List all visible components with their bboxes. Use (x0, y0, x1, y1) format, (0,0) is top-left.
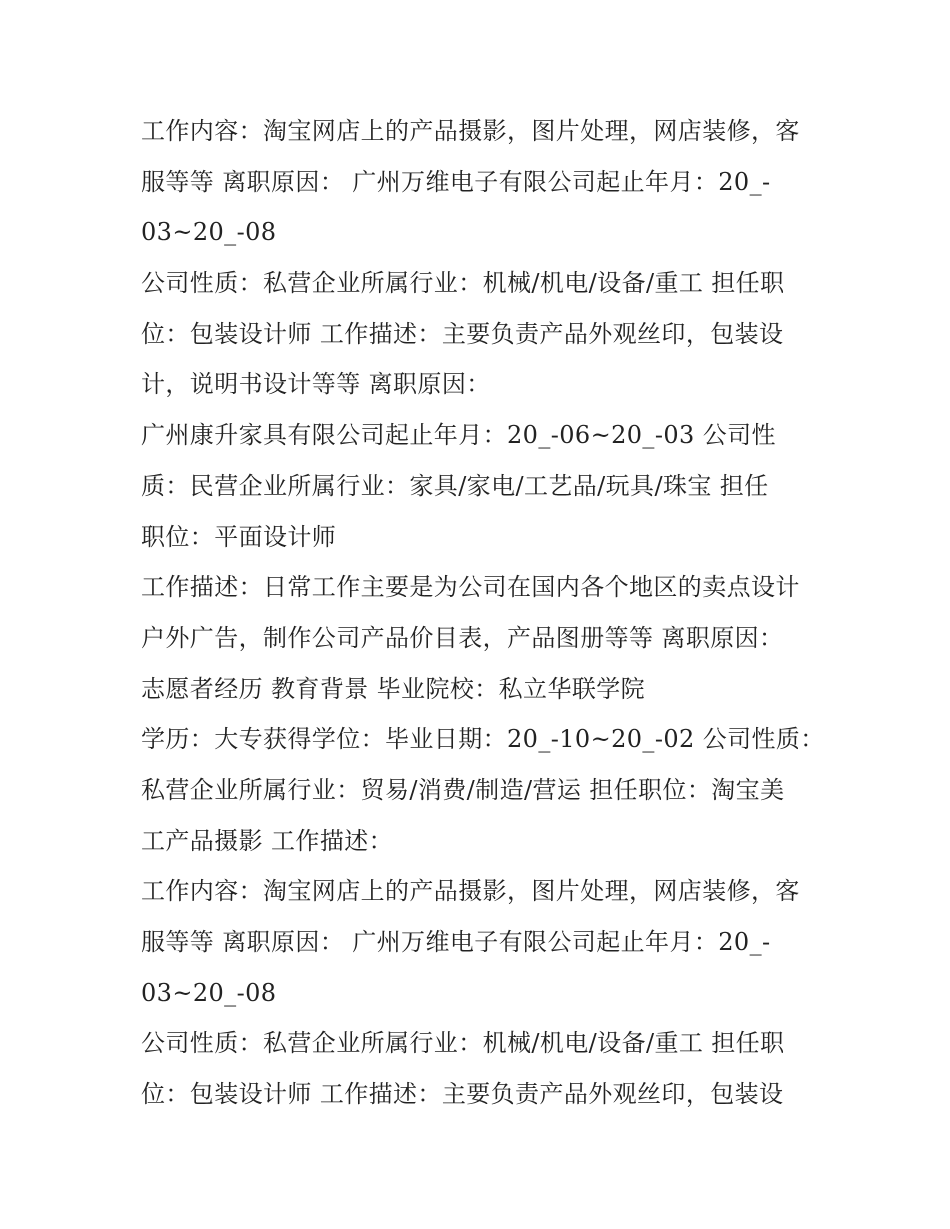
text-line: 公司性质：私营企业所属行业：机械/机电/设备/重工 担任职 (141, 1029, 785, 1058)
text-line: 质：民营企业所属行业：家具/家电/工艺品/玩具/珠宝 担任 (141, 471, 769, 500)
text-line: 公司性质：私营企业所属行业：机械/机电/设备/重工 担任职 (141, 269, 785, 298)
text-line: 工产品摄影 工作描述： (141, 826, 394, 855)
text-line: 广州康升家具有限公司起止年月：20_-06~20_-03 公司性 (141, 421, 776, 450)
text-line: 户外广告，制作公司产品价目表，产品图册等等 离职原因： (141, 623, 784, 652)
text-line: 私营企业所属行业：贸易/消费/制造/营运 担任职位：淘宝美 (141, 775, 785, 804)
resume-text-block (141, 106, 825, 1120)
text-line: 职位：平面设计师 (141, 522, 337, 551)
text-line: 学历：大专获得学位：毕业日期：20_-10~20_-02 公司性质： (141, 725, 825, 754)
text-line: 工作内容：淘宝网店上的产品摄影，图片处理，网店装修，客 (141, 877, 800, 906)
text-line: 工作描述：日常工作主要是为公司在国内各个地区的卖点设计 (141, 573, 800, 602)
text-line: 位：包装设计师 工作描述：主要负责产品外观丝印，包装设 (141, 1080, 784, 1109)
text-line: 工作内容：淘宝网店上的产品摄影，图片处理，网店装修，客 (141, 117, 800, 145)
text-line: 志愿者经历 教育背景 毕业院校：私立华联学院 (141, 674, 646, 703)
text-line: 03~20_-08 (141, 978, 277, 1007)
text-line: 计，说明书设计等等 离职原因： (141, 370, 491, 399)
text-line: 服等等 离职原因： 广州万维电子有限公司起止年月：20_- (141, 167, 771, 196)
text-line: 位：包装设计师 工作描述：主要负责产品外观丝印，包装设 (141, 319, 784, 348)
text-line: 服等等 离职原因： 广州万维电子有限公司起止年月：20_- (141, 928, 771, 956)
text-line: 03~20_-08 (141, 218, 277, 247)
